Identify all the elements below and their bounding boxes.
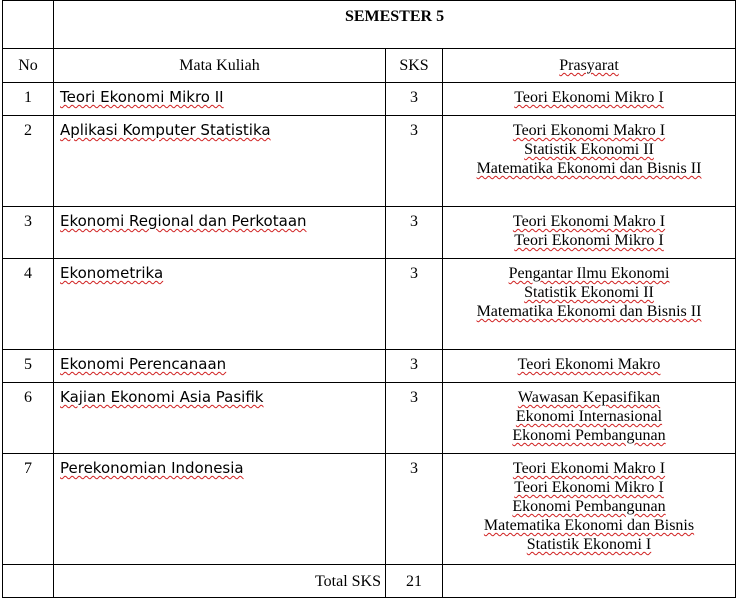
- course-name-cell: [54, 350, 386, 383]
- row-number: 4: [3, 259, 54, 350]
- course-rows: [3, 83, 736, 565]
- prerequisite-item: [443, 426, 735, 445]
- prerequisite-text: Ekonomi Pembangunan: [512, 427, 666, 444]
- table-row: [3, 259, 736, 350]
- prerequisite-text: Teori Ekonomi Makro I: [512, 122, 666, 139]
- prerequisite-text: Teori Ekonomi Makro I: [512, 460, 666, 477]
- prerequisite-cell: [443, 259, 736, 350]
- row-number: 1: [3, 83, 54, 116]
- prerequisite-text: Matematika Ekonomi dan Bisnis: [483, 517, 695, 534]
- course-name: Teori Ekonomi Mikro II: [60, 88, 224, 106]
- course-name-cell: [54, 116, 386, 207]
- course-credits: 3: [386, 83, 443, 116]
- prerequisite-cell: [443, 350, 736, 383]
- prerequisite-text: Wawasan Kepasifikan: [517, 389, 661, 406]
- course-name-cell: [54, 454, 386, 565]
- total-label: Total SKS: [54, 565, 386, 598]
- course-name: Perekonomian Indonesia: [60, 459, 244, 477]
- header-no: No: [3, 49, 54, 83]
- prerequisite-text: Teori Ekonomi Mikro I: [514, 89, 664, 106]
- prerequisite-item: [443, 159, 735, 178]
- prerequisite-item: [443, 140, 735, 159]
- prerequisite-item: [443, 231, 735, 250]
- prerequisite-text: Teori Ekonomi Makro: [517, 356, 661, 373]
- course-credits: 3: [386, 116, 443, 207]
- prerequisite-item: [443, 264, 735, 283]
- prerequisite-text: Matematika Ekonomi dan Bisnis II: [476, 303, 702, 320]
- prerequisite-text: Statistik Ekonomi II: [524, 141, 654, 158]
- total-value: 21: [386, 565, 443, 598]
- total-blank-prereq: [443, 565, 736, 598]
- prerequisite-item: [443, 516, 735, 535]
- table-row: [3, 83, 736, 116]
- prerequisite-item: [443, 535, 735, 554]
- prerequisite-text: Statistik Ekonomi I: [526, 536, 652, 553]
- prerequisite-cell: [443, 207, 736, 259]
- table-row: [3, 350, 736, 383]
- prerequisite-item: [443, 121, 735, 140]
- header-row: [3, 49, 736, 83]
- prerequisite-text: Teori Ekonomi Mikro I: [514, 232, 664, 249]
- row-number: 5: [3, 350, 54, 383]
- prerequisite-cell: [443, 83, 736, 116]
- row-number: 7: [3, 454, 54, 565]
- row-number: 3: [3, 207, 54, 259]
- title-row: [3, 1, 736, 49]
- prerequisite-item: [443, 88, 735, 107]
- course-credits: 3: [386, 350, 443, 383]
- course-name-cell: [54, 83, 386, 116]
- table-row: [3, 116, 736, 207]
- row-number: 2: [3, 116, 54, 207]
- prerequisite-text: Statistik Ekonomi II: [524, 284, 654, 301]
- title-blank-cell: [3, 1, 54, 49]
- course-name-cell: [54, 259, 386, 350]
- prerequisite-item: [443, 212, 735, 231]
- prerequisite-item: [443, 407, 735, 426]
- course-credits: 3: [386, 259, 443, 350]
- semester-table: [2, 0, 736, 598]
- prerequisite-cell: [443, 116, 736, 207]
- course-name: Ekonomi Perencanaan: [60, 355, 227, 373]
- prerequisite-text: Matematika Ekonomi dan Bisnis II: [476, 160, 702, 177]
- table-row: [3, 454, 736, 565]
- prerequisite-cell: [443, 383, 736, 454]
- header-course: Mata Kuliah: [54, 49, 386, 83]
- table-row: [3, 207, 736, 259]
- course-name: Ekonomi Regional dan Perkotaan: [60, 212, 307, 230]
- row-number: 6: [3, 383, 54, 454]
- prerequisite-text: Teori Ekonomi Mikro I: [514, 479, 664, 496]
- course-credits: 3: [386, 383, 443, 454]
- prerequisite-item: [443, 302, 735, 321]
- course-name: Kajian Ekonomi Asia Pasifik: [60, 388, 264, 406]
- prerequisite-cell: [443, 454, 736, 565]
- prerequisite-item: [443, 355, 735, 374]
- prerequisite-item: [443, 497, 735, 516]
- semester-title: SEMESTER 5: [54, 1, 736, 49]
- course-credits: 3: [386, 207, 443, 259]
- course-name-cell: [54, 207, 386, 259]
- prerequisite-item: [443, 388, 735, 407]
- prerequisite-text: Ekonomi Internasional: [515, 408, 663, 425]
- total-row: [3, 565, 736, 598]
- table-row: [3, 383, 736, 454]
- prerequisite-item: [443, 478, 735, 497]
- course-name: Ekonometrika: [60, 264, 164, 282]
- course-credits: 3: [386, 454, 443, 565]
- prerequisite-item: [443, 283, 735, 302]
- course-name-cell: [54, 383, 386, 454]
- header-prerequisite: [443, 49, 736, 83]
- prerequisite-item: [443, 459, 735, 478]
- prerequisite-text: Teori Ekonomi Makro I: [512, 213, 666, 230]
- header-credits: SKS: [386, 49, 443, 83]
- prerequisite-text: Pengantar Ilmu Ekonomi: [508, 265, 670, 282]
- prerequisite-text: Ekonomi Pembangunan: [512, 498, 666, 515]
- total-blank-cell: [3, 565, 54, 598]
- course-name: Aplikasi Komputer Statistika: [60, 121, 271, 139]
- header-prerequisite-text: Prasyarat: [559, 57, 619, 74]
